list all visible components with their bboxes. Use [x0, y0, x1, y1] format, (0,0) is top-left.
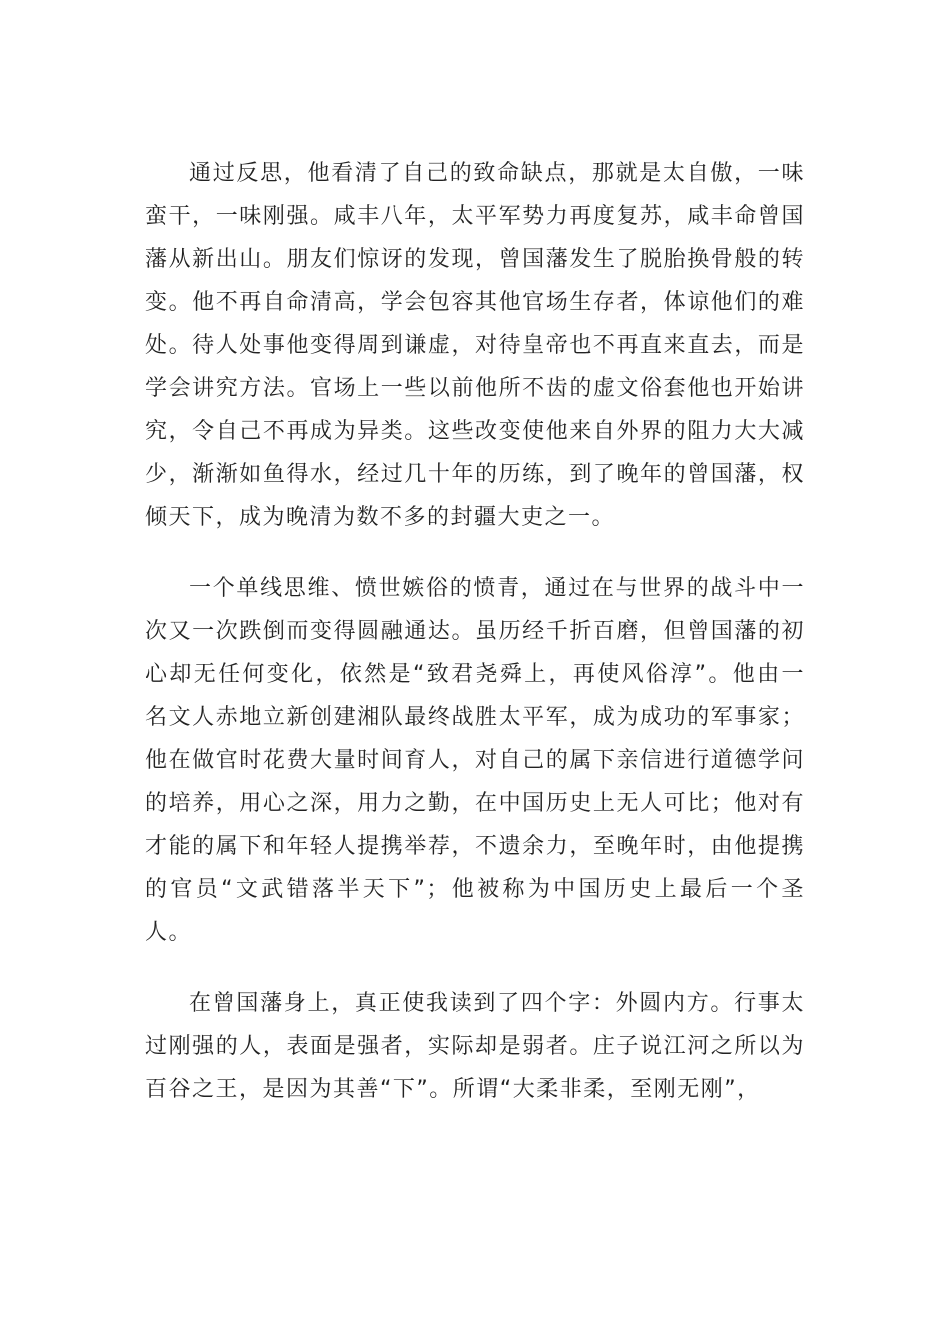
paragraph-1: 通过反思，他看清了自己的致命缺点，那就是太自傲，一味蛮干，一味刚强。咸丰八年，太平军势力再度复苏，咸丰命曾国藩从新出山。朋友们惊讶的发现，曾国藩发生了脱胎换骨般的转变。他不再自命清高，学会包容其他官场生存者，体谅他们的难处。待人处事他变得周到谦虚，对待皇帝也不再直来直去，而是学会讲究方法。官场上一些以前他所不齿的虚文俗套他也开始讲究，令自己不再成为异类。这些改变使他来自外界的阻力大大减少，渐渐如鱼得水，经过几十年的历练，到了晚年的曾国藩，权倾天下，成为晚清为数不多的封疆大吏之一。 [145, 161, 805, 530]
document-body [145, 152, 805, 1111]
paragraph-3: 在曾国藩身上，真正使我读到了四个字：外圆内方。行事太过刚强的人，表面是强者，实际却是弱者。庄子说江河之所以为百谷之王，是因为其善“下”。所谓“大柔非柔，至刚无刚”， [145, 991, 805, 1102]
paragraph-2: 一个单线思维、愤世嫉俗的愤青，通过在与世界的战斗中一次又一次跌倒而变得圆融通达。虽历经千折百磨，但曾国藩的初心却无任何变化，依然是“致君尧舜上，再使风俗淳”。他由一名文人赤地立新创建湘队最终战胜太平军，成为成功的军事家；他在做官时花费大量时间育人，对自己的属下亲信进行道德学问的培养，用心之深，用力之勤，在中国历史上无人可比；他对有才能的属下和年轻人提携举荐，不遗余力，至晚年时，由他提携的官员“文武错落半天下”；他被称为中国历史上最后一个圣人。 [145, 576, 805, 945]
